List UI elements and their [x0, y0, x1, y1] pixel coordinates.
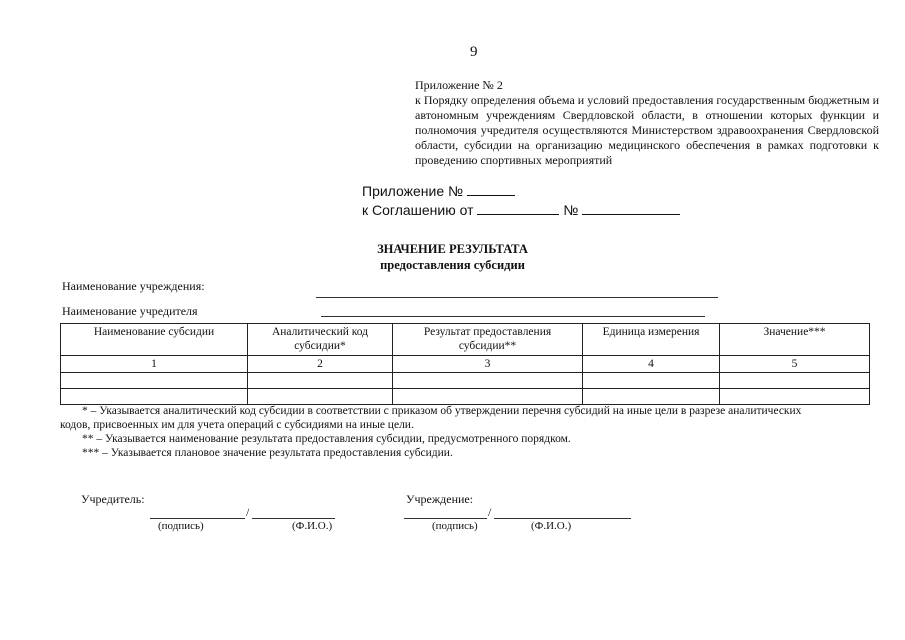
- agreement-number-label: №: [563, 202, 579, 218]
- institution-name-caption: (Ф.И.О.): [531, 520, 572, 532]
- institution-signature-line[interactable]: [404, 518, 487, 519]
- founder-blank[interactable]: [321, 316, 705, 317]
- col-header-analytic-code: Аналитический код субсидии*: [248, 324, 393, 356]
- institution-name-line[interactable]: [494, 518, 631, 519]
- agreement-appendix: [362, 182, 680, 220]
- footnote-3: *** – Указывается плановое значение результата предоставления субсидии.: [82, 447, 453, 459]
- institution-signature-label: Учреждение:: [406, 492, 474, 506]
- appendix-2-header: [415, 78, 879, 168]
- table-cell[interactable]: [393, 389, 583, 405]
- col-number: 3: [393, 356, 583, 373]
- col-header-unit: Единица измерения: [583, 324, 720, 356]
- agreement-date-label: к Соглашению от: [362, 202, 474, 218]
- founder-signature-line[interactable]: [150, 518, 245, 519]
- table-cell[interactable]: [248, 373, 393, 389]
- table-cell[interactable]: [583, 389, 720, 405]
- table-row: [61, 373, 870, 389]
- founder-name-caption: (Ф.И.О.): [292, 520, 333, 532]
- table-row: [61, 389, 870, 405]
- institution-label: Наименование учреждения:: [62, 279, 205, 293]
- title-line-2: предоставления субсидии: [380, 258, 525, 272]
- founder-signature-label: Учредитель:: [81, 492, 145, 506]
- agreement-number-blank[interactable]: [582, 202, 680, 215]
- appendix-2-heading: Приложение № 2: [415, 78, 503, 92]
- table-cell[interactable]: [61, 389, 248, 405]
- table-header-row: [61, 324, 870, 356]
- institution-signature-caption: (подпись): [432, 520, 478, 532]
- table-number-row: [61, 356, 870, 373]
- footnotes: [60, 404, 830, 460]
- col-number: 2: [248, 356, 393, 373]
- institution-blank[interactable]: [316, 297, 718, 298]
- col-header-subsidy-name: Наименование субсидии: [61, 324, 248, 356]
- title-line-1: ЗНАЧЕНИЕ РЕЗУЛЬТАТА: [377, 242, 528, 256]
- col-header-value: Значение***: [720, 324, 870, 356]
- founder-label: Наименование учредителя: [62, 304, 198, 318]
- document-title: [0, 241, 905, 273]
- agreement-appendix-line1: Приложение №: [362, 183, 464, 199]
- table-cell[interactable]: [248, 389, 393, 405]
- footnote-2: ** – Указывается наименование результата предоставления субсидии, предусмотренного порядком.: [82, 433, 571, 445]
- institution-slash: /: [488, 505, 492, 519]
- founder-slash: /: [246, 505, 250, 519]
- col-number: 1: [61, 356, 248, 373]
- appendix-number-blank[interactable]: [467, 183, 515, 196]
- founder-name-line[interactable]: [252, 518, 335, 519]
- table-cell[interactable]: [720, 389, 870, 405]
- page-number: 9: [470, 44, 478, 60]
- table-cell[interactable]: [61, 373, 248, 389]
- appendix-2-text: к Порядку определения объема и условий предоставления государственным бюджетным и автономным учреждениям Свердловской области, в отношении которых функции и полномочия учредителя осуществляются Министерством здравоохранения Свердловской области, субсидии на организацию медицинского обеспечения в рамках подготовки к проведению спортивных мероприятий: [415, 93, 879, 167]
- table-cell[interactable]: [393, 373, 583, 389]
- col-header-result: Результат предоставления субсидии**: [393, 324, 583, 356]
- table-cell[interactable]: [583, 373, 720, 389]
- results-table: [60, 323, 870, 405]
- table-cell[interactable]: [720, 373, 870, 389]
- col-number: 4: [583, 356, 720, 373]
- col-number: 5: [720, 356, 870, 373]
- agreement-date-blank[interactable]: [477, 202, 559, 215]
- footnote-1: * – Указывается аналитический код субсидии в соответствии с приказом об утверждении перечня субсидий на иные цели в разрезе аналитических кодов, присвоенных им для учета операций с субсидиями на иные цели.: [60, 405, 802, 431]
- founder-signature-caption: (подпись): [158, 520, 204, 532]
